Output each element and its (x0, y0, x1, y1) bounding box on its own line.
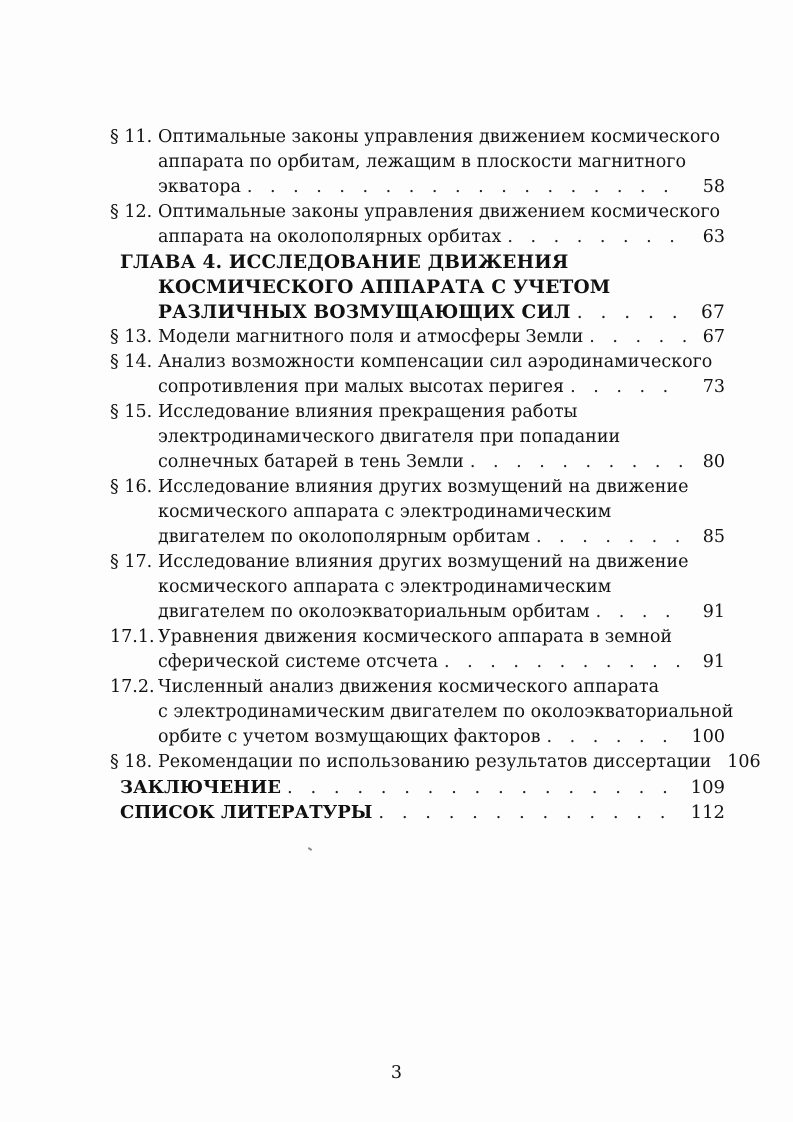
toc-entry (110, 800, 725, 825)
toc-title: Оптимальные законы управления движением космического (158, 202, 721, 222)
toc-line (110, 175, 725, 200)
toc-number: § 12. (110, 202, 153, 222)
toc-title: с электродинамическим двигателем по околоэкваториальной (158, 702, 734, 722)
toc-title: КОСМИЧЕСКОГО АППАРАТА С УЧЕТОМ (158, 277, 611, 298)
toc-title: экватора (158, 177, 241, 197)
toc-line (110, 300, 725, 325)
toc-title: Оптимальные законы управления движением космического (158, 127, 721, 147)
toc-title: сопротивления при малых высотах перигея (158, 377, 565, 397)
toc-title: двигателем по околополярным орбитам (158, 527, 530, 547)
toc-page-number: 112 (690, 802, 725, 823)
toc-title: сферической системе отсчета (158, 652, 439, 672)
toc-line (110, 125, 725, 150)
toc-page-number: 91 (702, 602, 725, 622)
toc-number: § 16. (110, 477, 153, 497)
toc-number: § 13. (110, 327, 153, 347)
toc-page-number: 80 (702, 452, 725, 472)
dot-leader (577, 300, 687, 325)
dot-leader (507, 225, 687, 250)
toc-title: ЗАКЛЮЧЕНИЕ (120, 777, 281, 798)
toc-title: аппарата на околополярных орбитах (158, 227, 502, 247)
toc-line (110, 225, 725, 250)
dot-leader (444, 650, 687, 675)
toc-number: § 17. (110, 552, 153, 572)
toc-line (110, 325, 725, 350)
toc-line (110, 475, 725, 500)
toc-entry (110, 200, 725, 250)
toc-entry (110, 550, 725, 625)
dot-leader (570, 375, 687, 400)
toc-line (110, 350, 725, 375)
toc-line (110, 775, 725, 800)
toc-line (110, 625, 725, 650)
toc-title: Численный анализ движения космического аппарата (158, 677, 660, 697)
dot-leader (596, 600, 687, 625)
toc-entry (110, 350, 725, 400)
toc-line (110, 600, 725, 625)
toc-page-number: 67 (701, 302, 725, 323)
toc-entry (110, 475, 725, 550)
toc-page-number: 63 (702, 227, 725, 247)
toc-number: § 14. (110, 352, 153, 372)
toc-title: Рекомендации по использованию результатов диссертации (158, 752, 712, 772)
toc-title: Исследование влияния других возмущений на движение (158, 477, 689, 497)
toc-title: орбите с учетом возмущающих факторов (158, 727, 541, 747)
toc-title: ГЛАВА 4. ИССЛЕДОВАНИЕ ДВИЖЕНИЯ (120, 252, 569, 273)
toc-line (110, 525, 725, 550)
toc-page-number: 58 (702, 177, 725, 197)
toc-entry (110, 775, 725, 800)
toc-line (110, 575, 725, 600)
toc-entry (110, 125, 725, 200)
toc-entry (110, 400, 725, 475)
toc-line (110, 200, 725, 225)
toc-line (110, 375, 725, 400)
toc-title: Анализ возможности компенсации сил аэродинамического (158, 352, 713, 372)
toc-title: Уравнения движения космического аппарата в земной (158, 627, 673, 647)
toc-number: § 18. (110, 752, 153, 772)
toc-page-number: 109 (690, 777, 725, 798)
toc-line (110, 700, 734, 725)
toc-title: двигателем по околоэкваториальным орбитам (158, 602, 590, 622)
toc-title: солнечных батарей в тень Земли (158, 452, 464, 472)
toc-line (110, 750, 761, 775)
toc-line (110, 725, 725, 750)
dot-leader (547, 725, 682, 750)
toc-title: Исследование влияния других возмущений на движение (158, 552, 689, 572)
dot-leader (536, 525, 687, 550)
toc-line (110, 400, 725, 425)
table-of-contents (110, 125, 761, 825)
toc-entry (110, 675, 734, 750)
toc-number: § 15. (110, 402, 153, 422)
toc-title: Модели магнитного поля и атмосферы Земли (158, 327, 584, 347)
toc-number: § 11. (110, 127, 153, 147)
toc-title: электродинамического двигателя при попадании (158, 427, 621, 447)
toc-page-number: 67 (702, 327, 725, 347)
toc-title: космического аппарата с электродинамическим (158, 502, 612, 522)
toc-title: Исследование влияния прекращения работы (158, 402, 578, 422)
toc-number: 17.2. (110, 677, 155, 697)
toc-number: 17.1. (110, 627, 155, 647)
toc-title: аппарата по орбитам, лежащим в плоскости магнитного (158, 152, 687, 172)
toc-line (110, 150, 725, 175)
toc-line (110, 550, 725, 575)
toc-title: космического аппарата с электродинамическим (158, 577, 612, 597)
toc-chapter (110, 250, 725, 325)
toc-line (110, 675, 725, 700)
toc-line (110, 650, 725, 675)
toc-line (110, 800, 725, 825)
dot-leader (589, 325, 687, 350)
dot-leader (378, 800, 680, 825)
toc-page-number: 73 (702, 377, 725, 397)
toc-line (110, 275, 725, 300)
toc-line (110, 450, 725, 475)
toc-entry (110, 625, 725, 675)
toc-page-number: 91 (702, 652, 725, 672)
toc-title: СПИСОК ЛИТЕРАТУРЫ (120, 802, 373, 823)
toc-page-number: 100 (691, 727, 725, 747)
toc-entry (110, 325, 725, 350)
dot-leader (247, 175, 687, 200)
scan-speck (308, 847, 312, 851)
dot-leader (287, 775, 681, 800)
toc-page-number: 106 (727, 752, 761, 772)
toc-line (110, 425, 725, 450)
toc-entry (110, 750, 761, 775)
dot-leader (470, 450, 687, 475)
toc-page-number: 85 (702, 527, 725, 547)
page-number: 3 (390, 1063, 403, 1083)
toc-title: РАЗЛИЧНЫХ ВОЗМУЩАЮЩИХ СИЛ (158, 302, 571, 323)
toc-line (110, 250, 725, 275)
toc-line (110, 500, 725, 525)
